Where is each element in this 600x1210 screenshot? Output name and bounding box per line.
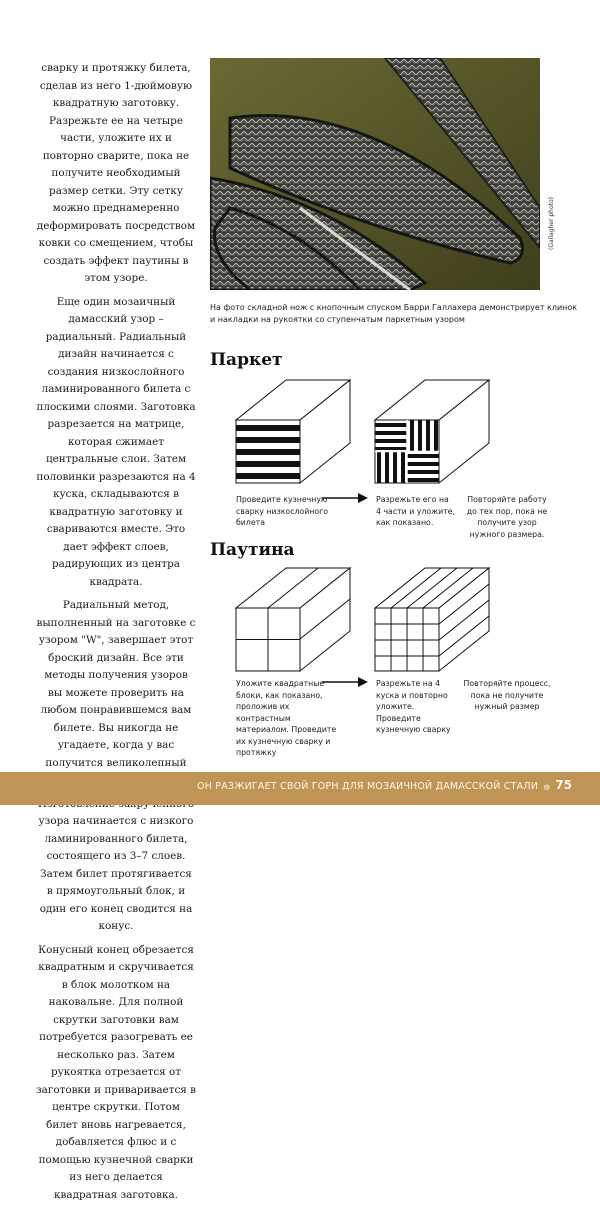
knife-photo-illustration (210, 58, 540, 290)
body-paragraph: сварку и протяжку билета, сделав из него 1-дюймовую квадратную заготовку. Разрежьте ее на четыре части, уложите их и повторно сварите, пока не получите необходимый размер сетки. Эту сетку можно преднамеренно деформировать посредством ковки со смещением, чтобы создать эффект паутины в этом узоре. (36, 62, 196, 284)
web-step-3: Повторяйте процесс, пока не получите нужный размер (463, 679, 551, 711)
photo-credit: (Gallagher photo) (548, 196, 555, 250)
body-paragraph: Конусный конец обрезается квадратным и скручивается в блок молотком на наковальне. Для полной скрутки заготовки вам потребуется разогревать ее несколько раз. Затем рукоятка отрезается от заготовки и приваривается в центре скрутки. Потом билет вновь нагревается, добавляется флюс и с помощью кузнечной сварки из него делается квадратная заготовка. (36, 943, 196, 1201)
body-paragraph: узора начинается с низкого ламинированного билета, состоящего из 3–7 слоев. Затем билет протягивается в прямоугольный блок, и один его конец сводится на конус. (38, 815, 194, 932)
web-block-1 (236, 568, 350, 671)
web-diagram (210, 566, 550, 678)
parquet-block-1 (236, 380, 350, 483)
body-paragraph: Радиальный метод, выполненный на заготовке с узором "W", завершает этот броский дизайн. Все эти методы получения узоров вы можете проверить на любом понравившемся вам билете. Вы никогда не угадаете, когда у вас получится великолепный (36, 599, 196, 769)
parquet-heading: Паркет (210, 350, 283, 370)
running-title: ОН РАЗЖИГАЕТ СВОЙ ГОРН ДЛЯ МОЗАИЧНОЙ ДАМАССКОЙ СТАЛИ (197, 781, 538, 792)
web-step-2: Разрежьте на 4 куска и повторно уложите. Проведите кузнечную сварку (376, 679, 451, 734)
knife-photo (210, 58, 540, 290)
page-number: 75 (555, 778, 572, 792)
web-heading: Паутина (210, 540, 295, 560)
parquet-diagram (210, 378, 550, 488)
photo-caption: На фото складной нож с кнопочным спуском Барри Галлахера демонстрирует клинок и накладки на рукоятки со ступенчатым паркетным узором (210, 303, 578, 324)
body-text-column (36, 60, 196, 1210)
body-paragraph: Еще один мозаичный дамасский узор – радиальный. Радиальный дизайн начинается с создания низкослойного ламинированного билета с плоскими слоями. Заготовка разрезается на матрице, которая сжимает центральные слои. Затем половинки разрезаются на 4 куска, складываются в квадратную заготовку и свариваются вместе. Это дает эффект слоев, радирующих из центра квадрата. (36, 295, 196, 588)
web-step-1: Уложите квадратные блоки, как показано, проложив их контрастным материалом. Проведите их кузнечную сварку и протяжку (236, 679, 337, 757)
parquet-step-2: Разрежьте его на 4 части и уложите, как показано. (376, 495, 456, 527)
footer-ornament-icon: ᪥ (543, 783, 550, 793)
web-block-2 (375, 568, 489, 671)
footer-band (0, 772, 600, 805)
parquet-step-1: Проведите кузнечную сварку низкослойного билета (236, 495, 329, 527)
parquet-step-3: Повторяйте работу до тех пор, пока не получите узор нужного размера. (466, 495, 548, 539)
parquet-block-2 (375, 378, 489, 483)
